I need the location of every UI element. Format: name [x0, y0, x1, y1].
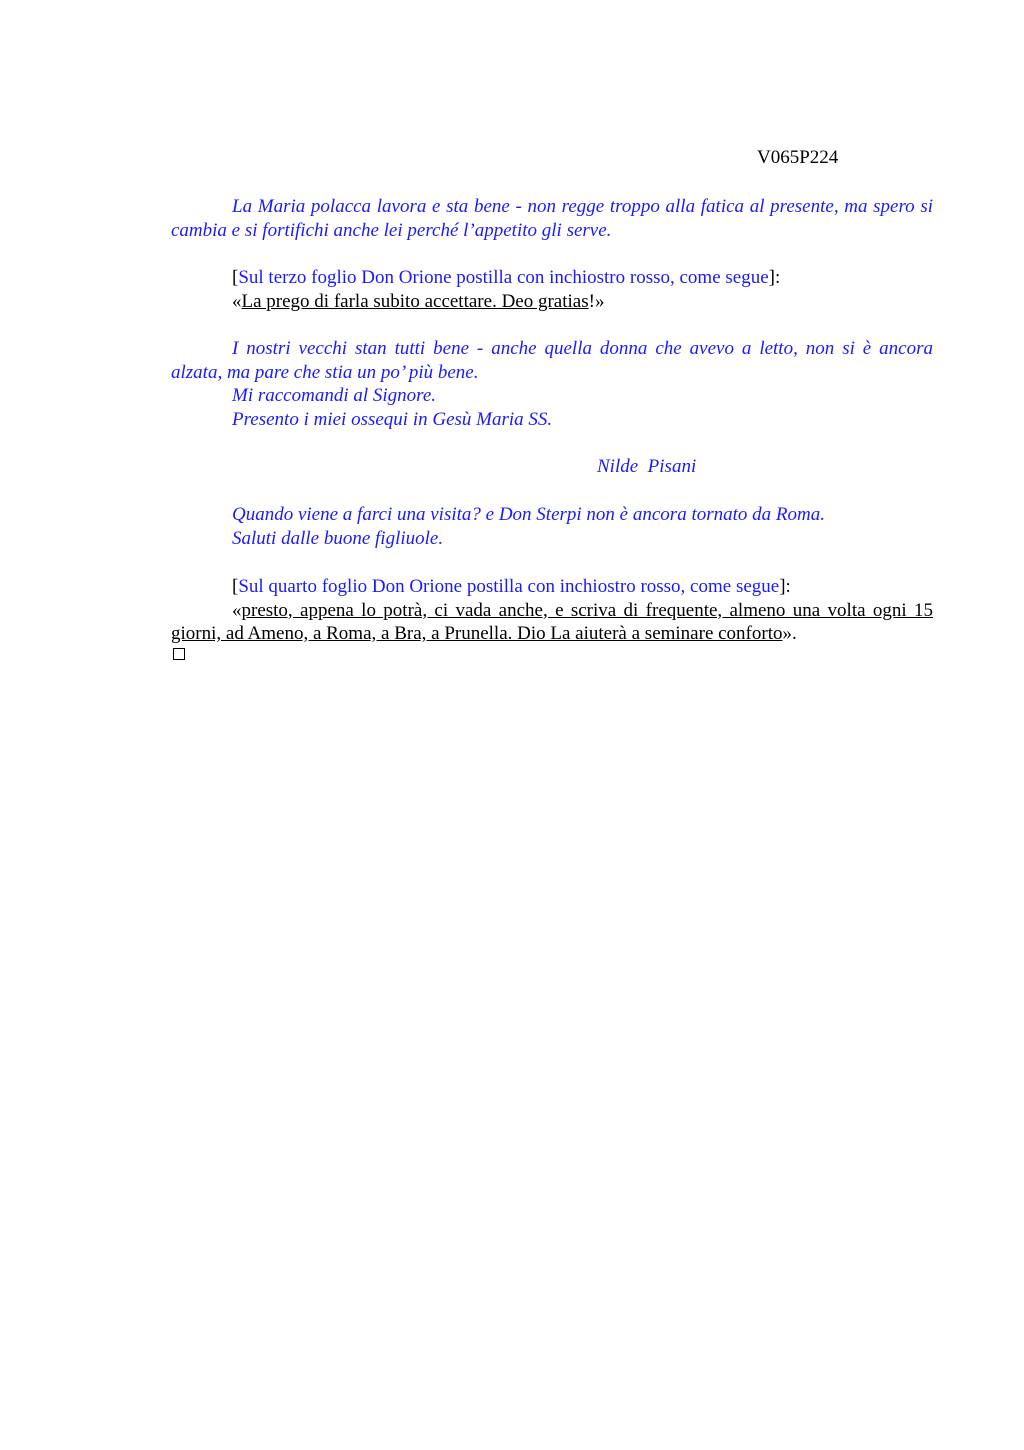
line-ossequi: Presento i miei ossequi in Gesù Maria SS.	[232, 408, 553, 430]
note-text: Sul quarto foglio Don Orione postilla con inchiostro rosso, come segue	[238, 576, 780, 597]
quote-open: «	[232, 599, 242, 621]
note-close-bracket: ]:	[768, 267, 781, 288]
line-raccomandi: Mi raccomandi al Signore.	[232, 385, 437, 406]
note-open-bracket: [	[232, 267, 239, 288]
quote-close: !»	[588, 290, 605, 312]
paragraph-nostri-vecchi: I nostri vecchi stan tutti bene - anche quella donna che avevo a letto, non si è ancora alzata, ma pare che stia un po’ più bene.	[171, 338, 933, 383]
end-of-document-box-icon	[173, 648, 185, 660]
editor-note-fourth-sheet	[171, 575, 933, 599]
handwritten-quote-1	[171, 290, 933, 314]
quote-close: ».	[782, 623, 797, 644]
page-id: V065P224	[757, 147, 839, 168]
note-text: Sul terzo foglio Don Orione postilla con inchiostro rosso, come segue	[238, 267, 769, 288]
editor-note-1-block	[171, 266, 933, 313]
note-open-bracket: [	[232, 576, 239, 597]
editor-note-third-sheet	[171, 266, 933, 290]
line-saluti: Saluti dalle buone figliuole.	[232, 527, 444, 549]
note-close-bracket: ]:	[779, 576, 791, 597]
signature: Nilde Pisani	[597, 456, 697, 477]
line-quando-viene: Quando viene a farci una visita? e Don Sterpi non è ancora tornato da Roma.	[232, 504, 825, 525]
postscript-block	[171, 503, 933, 550]
letter-paragraph-2	[171, 337, 933, 431]
quote-text: presto, appena lo potrà, ci vada anche, e scriva di frequente, almeno una volta ogni 15 giorni, ad Ameno, a Roma, a Bra, a Prunella. Dio La aiuterà a seminare conforto	[171, 599, 933, 644]
quote-open: «	[232, 290, 242, 312]
editor-note-2-block	[171, 575, 933, 646]
letter-paragraph-1	[171, 195, 933, 242]
handwritten-quote-2	[171, 599, 933, 646]
paragraph-maria-polacca: La Maria polacca lavora e sta bene - non regge troppo alla fatica al presente, ma spero si cambia e si fortifichi anche lei perché l’appetito gli serve.	[171, 196, 933, 241]
quote-text: La prego di farla subito accettare. Deo gratias	[241, 290, 589, 312]
